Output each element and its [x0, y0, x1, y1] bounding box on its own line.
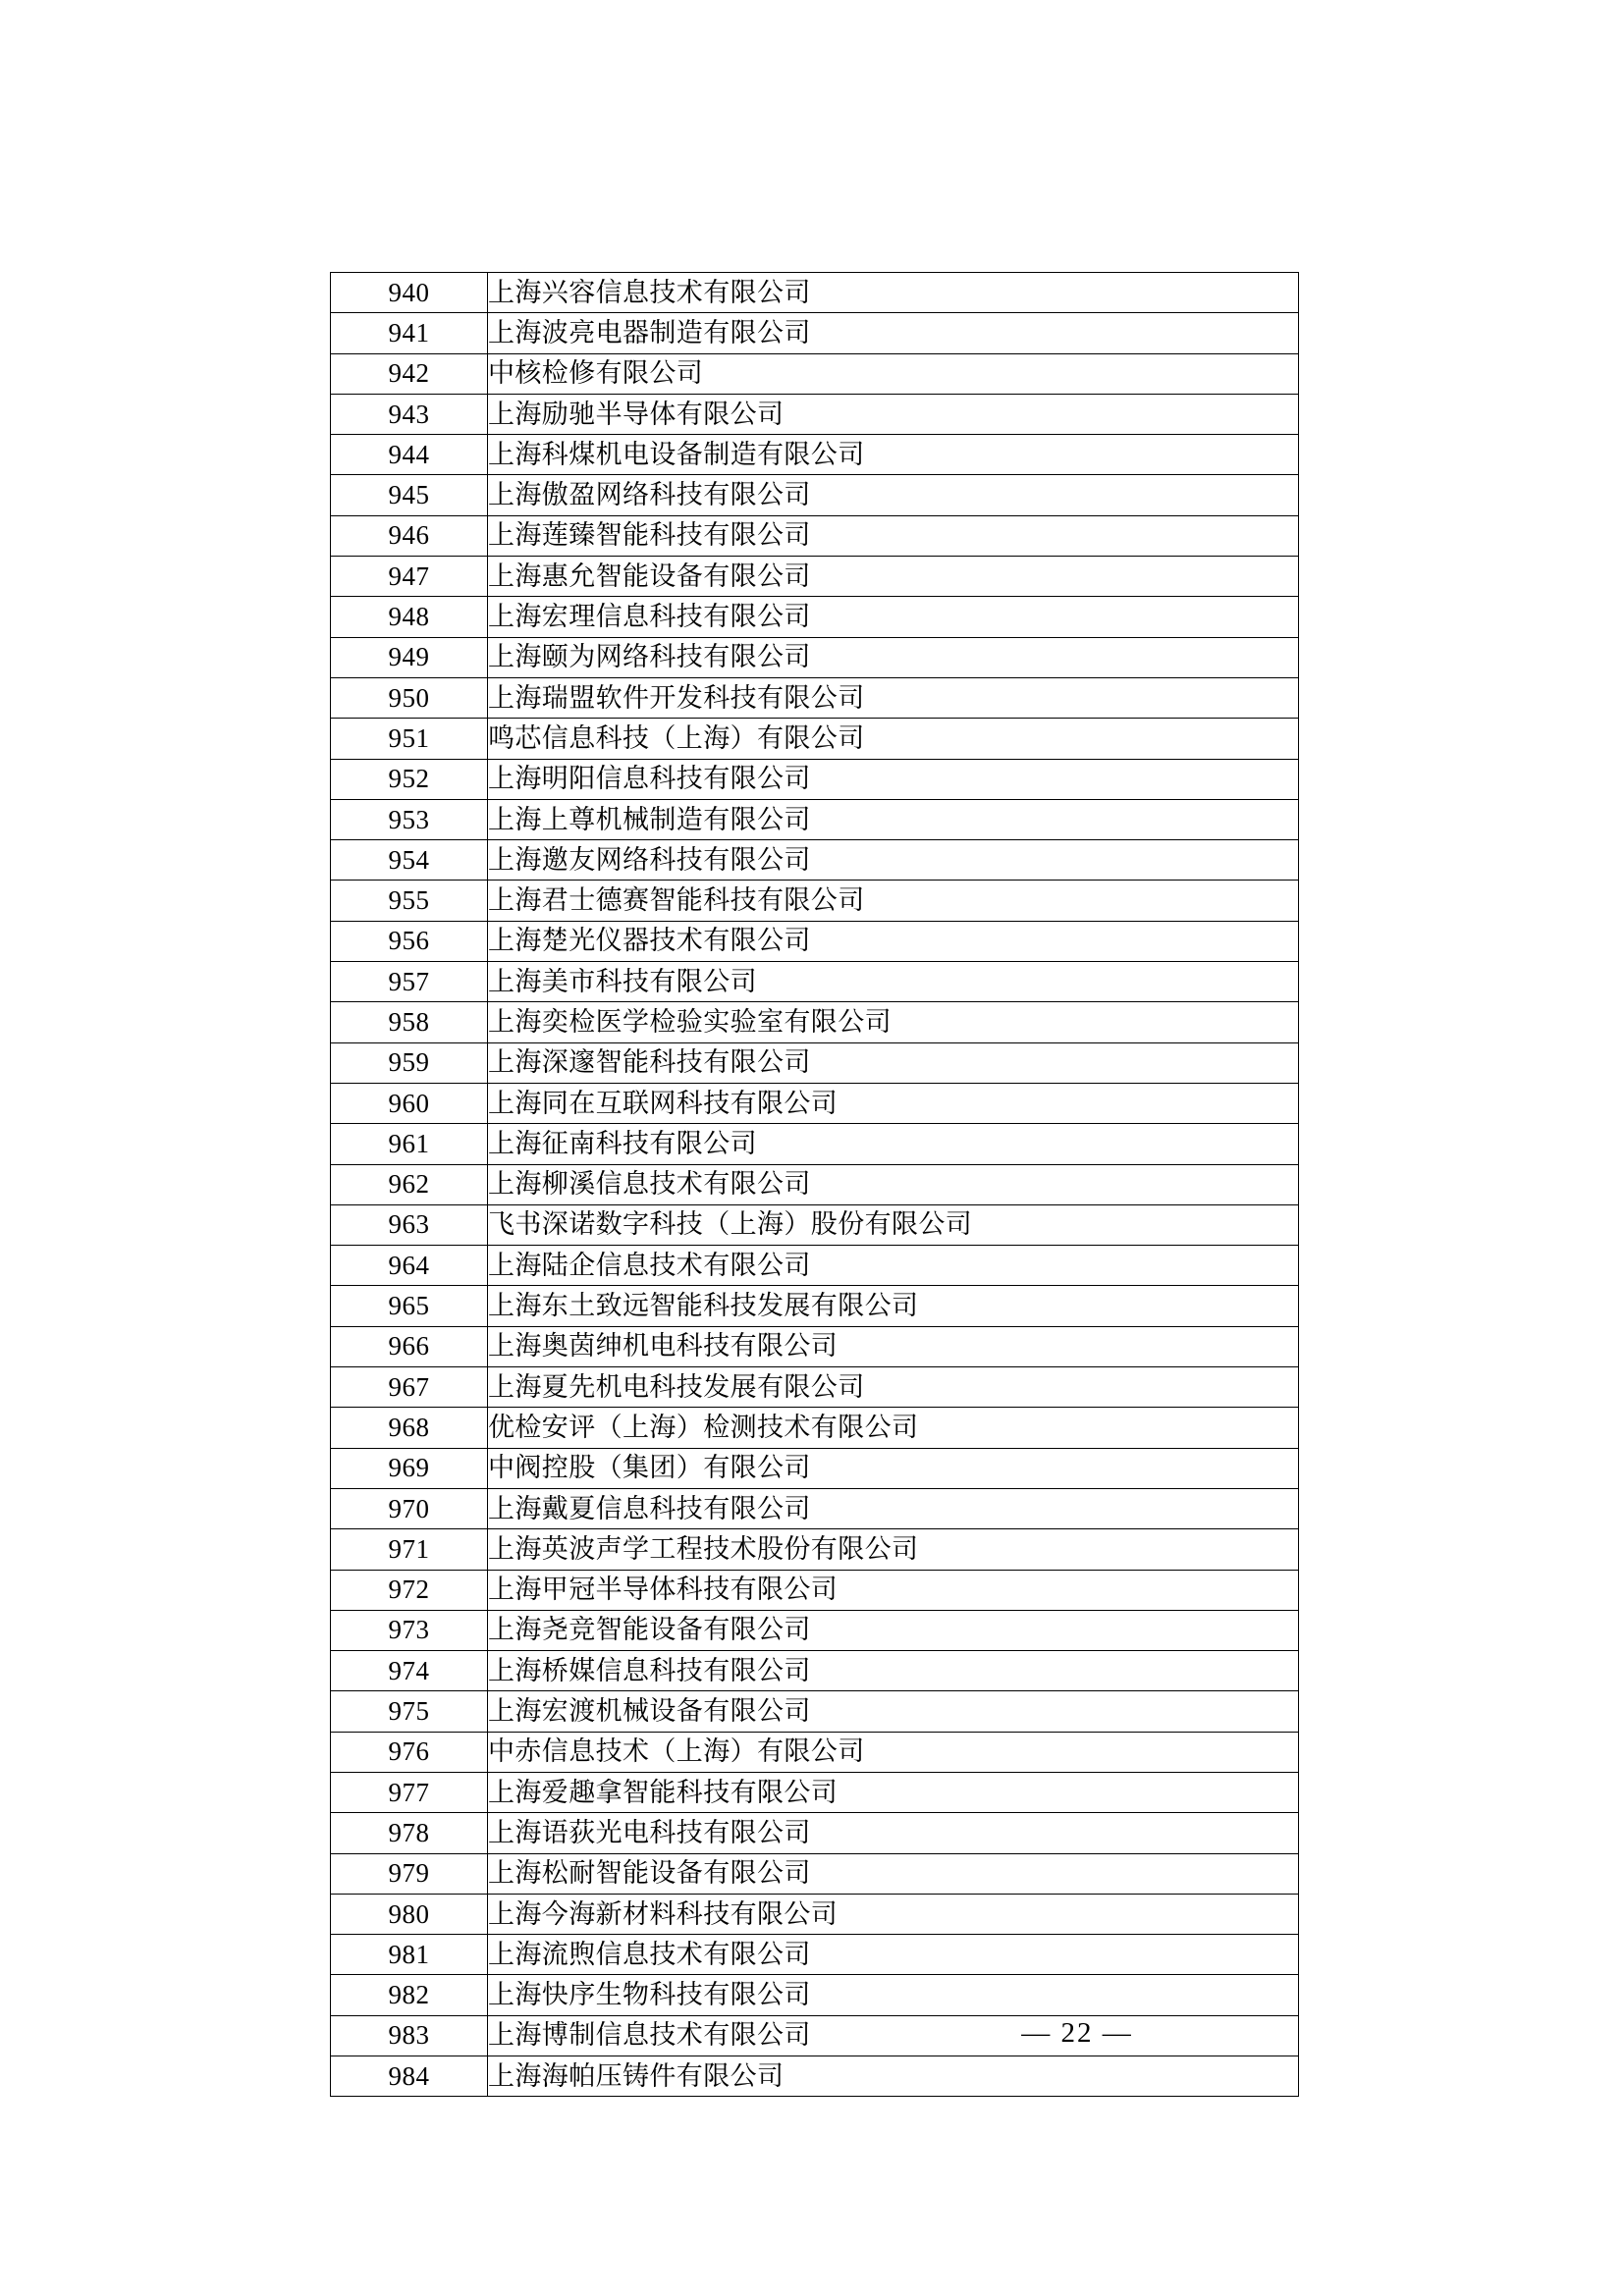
row-index-cell: 944 [331, 435, 488, 475]
company-name-cell: 上海桥媒信息科技有限公司 [488, 1651, 1299, 1691]
row-index-cell: 957 [331, 962, 488, 1002]
table-row [331, 1367, 1299, 1408]
company-name-cell: 上海柳溪信息技术有限公司 [488, 1164, 1299, 1204]
row-index-cell: 956 [331, 921, 488, 961]
table-row [331, 1488, 1299, 1528]
table-row [331, 435, 1299, 475]
table-row [331, 921, 1299, 961]
row-index-cell: 964 [331, 1246, 488, 1286]
table-row [331, 1935, 1299, 1975]
company-name-cell: 上海瑞盟软件开发科技有限公司 [488, 677, 1299, 718]
table-row [331, 881, 1299, 921]
table-row [331, 1894, 1299, 1934]
company-name-cell: 上海尧竞智能设备有限公司 [488, 1610, 1299, 1650]
table-row [331, 1002, 1299, 1042]
company-name-cell: 上海松耐智能设备有限公司 [488, 1853, 1299, 1894]
company-name-cell: 上海科煤机电设备制造有限公司 [488, 435, 1299, 475]
table-row [331, 1164, 1299, 1204]
company-name-cell: 上海奥茵绅机电科技有限公司 [488, 1326, 1299, 1366]
company-name-cell: 优检安评（上海）检测技术有限公司 [488, 1408, 1299, 1448]
row-index-cell: 983 [331, 2015, 488, 2056]
row-index-cell: 962 [331, 1164, 488, 1204]
table-row [331, 719, 1299, 759]
table-body [331, 273, 1299, 2097]
row-index-cell: 950 [331, 677, 488, 718]
table-row [331, 1246, 1299, 1286]
table-row [331, 1772, 1299, 1812]
table-row [331, 799, 1299, 839]
table-row [331, 1083, 1299, 1123]
company-name-cell: 上海奕检医学检验实验室有限公司 [488, 1002, 1299, 1042]
table-row [331, 840, 1299, 881]
company-name-cell: 上海东土致远智能科技发展有限公司 [488, 1286, 1299, 1326]
table-row [331, 1529, 1299, 1570]
row-index-cell: 972 [331, 1570, 488, 1610]
company-name-cell: 上海波亮电器制造有限公司 [488, 313, 1299, 353]
table-row [331, 637, 1299, 677]
company-name-cell: 上海傲盈网络科技有限公司 [488, 475, 1299, 515]
row-index-cell: 977 [331, 1772, 488, 1812]
row-index-cell: 971 [331, 1529, 488, 1570]
company-name-cell: 上海同在互联网科技有限公司 [488, 1083, 1299, 1123]
table-row [331, 597, 1299, 637]
table-row [331, 475, 1299, 515]
company-name-cell: 上海宏渡机械设备有限公司 [488, 1691, 1299, 1732]
company-name-cell: 上海语荻光电科技有限公司 [488, 1813, 1299, 1853]
row-index-cell: 968 [331, 1408, 488, 1448]
row-index-cell: 967 [331, 1367, 488, 1408]
company-name-cell: 上海惠允智能设备有限公司 [488, 557, 1299, 597]
company-list-table [330, 272, 1299, 2097]
table-row [331, 1610, 1299, 1650]
row-index-cell: 947 [331, 557, 488, 597]
table-row [331, 1732, 1299, 1772]
table-row [331, 394, 1299, 434]
row-index-cell: 958 [331, 1002, 488, 1042]
table-row [331, 1813, 1299, 1853]
row-index-cell: 974 [331, 1651, 488, 1691]
table-row [331, 273, 1299, 313]
company-name-cell: 上海英波声学工程技术股份有限公司 [488, 1529, 1299, 1570]
table-row [331, 1326, 1299, 1366]
company-name-cell: 上海美市科技有限公司 [488, 962, 1299, 1002]
company-name-cell: 上海楚光仪器技术有限公司 [488, 921, 1299, 961]
row-index-cell: 948 [331, 597, 488, 637]
row-index-cell: 984 [331, 2056, 488, 2097]
company-name-cell: 上海流煦信息技术有限公司 [488, 1935, 1299, 1975]
company-name-cell: 飞书深诺数字科技（上海）股份有限公司 [488, 1204, 1299, 1245]
company-name-cell: 中赤信息技术（上海）有限公司 [488, 1732, 1299, 1772]
table-row [331, 2056, 1299, 2097]
company-name-cell: 上海征南科技有限公司 [488, 1124, 1299, 1164]
table-row [331, 1204, 1299, 1245]
row-index-cell: 953 [331, 799, 488, 839]
table-row [331, 1408, 1299, 1448]
table-row [331, 1853, 1299, 1894]
company-name-cell: 上海励驰半导体有限公司 [488, 394, 1299, 434]
table-row [331, 1570, 1299, 1610]
row-index-cell: 966 [331, 1326, 488, 1366]
company-name-cell: 上海明阳信息科技有限公司 [488, 759, 1299, 799]
company-name-cell: 上海爱趣拿智能科技有限公司 [488, 1772, 1299, 1812]
row-index-cell: 959 [331, 1042, 488, 1083]
company-name-cell: 上海快序生物科技有限公司 [488, 1975, 1299, 2015]
row-index-cell: 965 [331, 1286, 488, 1326]
table-row [331, 1651, 1299, 1691]
row-index-cell: 941 [331, 313, 488, 353]
row-index-cell: 963 [331, 1204, 488, 1245]
table-row [331, 557, 1299, 597]
table-row [331, 353, 1299, 394]
row-index-cell: 945 [331, 475, 488, 515]
table-row [331, 1124, 1299, 1164]
row-index-cell: 961 [331, 1124, 488, 1164]
row-index-cell: 940 [331, 273, 488, 313]
company-name-cell: 上海甲冠半导体科技有限公司 [488, 1570, 1299, 1610]
table-row [331, 759, 1299, 799]
table-row [331, 677, 1299, 718]
row-index-cell: 981 [331, 1935, 488, 1975]
company-name-cell: 上海上尊机械制造有限公司 [488, 799, 1299, 839]
row-index-cell: 976 [331, 1732, 488, 1772]
row-index-cell: 973 [331, 1610, 488, 1650]
table-row [331, 1691, 1299, 1732]
company-name-cell: 上海宏理信息科技有限公司 [488, 597, 1299, 637]
row-index-cell: 980 [331, 1894, 488, 1934]
table-row [331, 1975, 1299, 2015]
company-name-cell: 上海夏先机电科技发展有限公司 [488, 1367, 1299, 1408]
row-index-cell: 969 [331, 1448, 488, 1488]
table-row [331, 515, 1299, 556]
row-index-cell: 960 [331, 1083, 488, 1123]
page-footer [0, 2017, 1624, 2050]
row-index-cell: 970 [331, 1488, 488, 1528]
table-row [331, 1286, 1299, 1326]
company-name-cell: 鸣芯信息科技（上海）有限公司 [488, 719, 1299, 759]
row-index-cell: 982 [331, 1975, 488, 2015]
row-index-cell: 946 [331, 515, 488, 556]
table-row [331, 1042, 1299, 1083]
company-name-cell: 上海颐为网络科技有限公司 [488, 637, 1299, 677]
company-name-cell: 上海戴夏信息科技有限公司 [488, 1488, 1299, 1528]
company-name-cell: 上海兴容信息技术有限公司 [488, 273, 1299, 313]
table-row [331, 962, 1299, 1002]
row-index-cell: 975 [331, 1691, 488, 1732]
table-row [331, 313, 1299, 353]
table-row [331, 1448, 1299, 1488]
row-index-cell: 952 [331, 759, 488, 799]
company-name-cell: 上海君士德赛智能科技有限公司 [488, 881, 1299, 921]
row-index-cell: 955 [331, 881, 488, 921]
row-index-cell: 943 [331, 394, 488, 434]
company-name-cell: 中核检修有限公司 [488, 353, 1299, 394]
row-index-cell: 954 [331, 840, 488, 881]
page-number: — 22 — [1021, 2017, 1133, 2049]
row-index-cell: 949 [331, 637, 488, 677]
company-name-cell: 上海陆企信息技术有限公司 [488, 1246, 1299, 1286]
company-name-cell: 上海莲臻智能科技有限公司 [488, 515, 1299, 556]
company-name-cell: 上海海帕压铸件有限公司 [488, 2056, 1299, 2097]
company-name-cell: 上海博制信息技术有限公司 [488, 2015, 1299, 2056]
company-name-cell: 上海邀友网络科技有限公司 [488, 840, 1299, 881]
row-index-cell: 951 [331, 719, 488, 759]
row-index-cell: 942 [331, 353, 488, 394]
row-index-cell: 979 [331, 1853, 488, 1894]
company-name-cell: 中阀控股（集团）有限公司 [488, 1448, 1299, 1488]
company-name-cell: 上海今海新材料科技有限公司 [488, 1894, 1299, 1934]
row-index-cell: 978 [331, 1813, 488, 1853]
company-name-cell: 上海深邃智能科技有限公司 [488, 1042, 1299, 1083]
